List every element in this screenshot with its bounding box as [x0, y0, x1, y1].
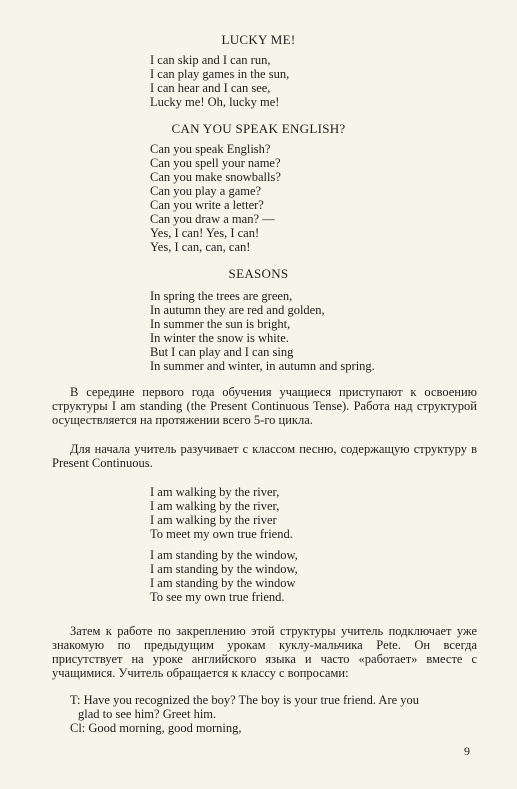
dialog-class-line: Cl: Good morning, good morning,: [70, 721, 242, 735]
poem-line: But I can play and I can sing: [150, 345, 294, 359]
paragraph-text: Затем к работе по закреплению этой структуры учитель подключает уже знакомую по предыдущим урокам куклу-мальчика Pete. Он всегда присутствует на уроке английского языка и часто «работает» вместе с учащимися. Учитель обращается к классу с вопросами:: [52, 624, 477, 680]
poem-line: Lucky me! Oh, lucky me!: [150, 95, 280, 109]
poem-line: Can you draw a man? —: [150, 212, 275, 226]
poem-line: Can you make snowballs?: [150, 170, 281, 184]
poem-seasons: [150, 289, 375, 373]
poem-line: I can play games in the sun,: [150, 67, 290, 81]
poem-title-seasons: SEASONS: [228, 266, 289, 281]
poem-title-can-you-speak-english: CAN YOU SPEAK ENGLISH?: [171, 121, 346, 136]
poem-line: In spring the trees are green,: [150, 289, 293, 303]
poem-line: Can you speak English?: [150, 142, 271, 156]
poem-line: Yes, I can, can, can!: [150, 240, 251, 254]
song-line: I am standing by the window,: [150, 562, 298, 576]
song-line: To see my own true friend.: [150, 590, 285, 604]
poem-line: In winter the snow is white.: [150, 331, 289, 345]
poem-line: I can hear and I can see,: [150, 81, 271, 95]
page-number: 9: [464, 744, 470, 758]
poem-line: In autumn they are red and golden,: [150, 303, 325, 317]
paragraph-pete-doll: [52, 624, 477, 680]
song-line: To meet my own true friend.: [150, 527, 293, 541]
song-line: I am walking by the river,: [150, 485, 280, 499]
poem-line: Yes, I can! Yes, I can!: [150, 226, 260, 240]
paragraph-text: Для начала учитель разучивает с классом песню, содержащую структуру в Present Continuous.: [52, 442, 477, 470]
song-line: I am walking by the river: [150, 513, 277, 527]
dialog-teacher-line-continued: glad to see him? Greet him.: [78, 707, 217, 721]
paragraph-text: В середине первого года обучения учащиеся приступают к освоению структуры I am standing (the Present Continuous Tense). Работа над структурой осуществляется на протяжении всего 5-го цикла.: [52, 385, 477, 427]
dialog-teacher-line: T: Have you recognized the boy? The boy is your true friend. Are you: [70, 693, 420, 707]
song-line: I am standing by the window,: [150, 548, 298, 562]
poem-title-lucky-me: LUCKY ME!: [221, 32, 296, 47]
song-line: I am standing by the window: [150, 576, 296, 590]
poem-line: In summer and winter, in autumn and spring.: [150, 359, 375, 373]
song-line: I am walking by the river,: [150, 499, 280, 513]
dialog: [52, 693, 477, 735]
poem-can-you-speak-english: [150, 142, 281, 254]
song-stanza-2: [150, 548, 298, 604]
poem-line: Can you play a game?: [150, 184, 262, 198]
poem-line: I can skip and I can run,: [150, 53, 271, 67]
paragraph-structure-intro: [52, 385, 477, 427]
song-stanza-1: [150, 485, 293, 541]
paragraph-song-intro: [52, 442, 477, 470]
poem-lucky-me: [150, 53, 289, 109]
poem-line: In summer the sun is bright,: [150, 317, 291, 331]
poem-line: Can you spell your name?: [150, 156, 281, 170]
poem-line: Can you write a letter?: [150, 198, 264, 212]
